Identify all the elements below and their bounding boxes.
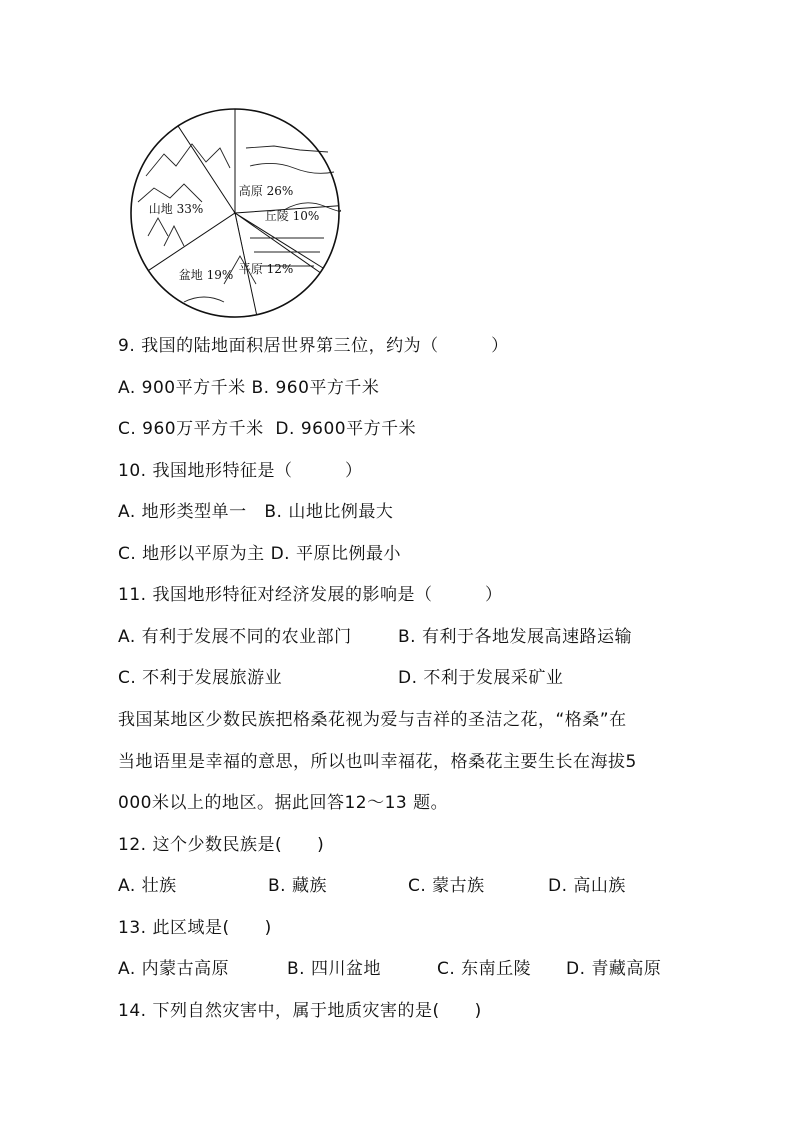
q11-option-b: B. 有利于各地发展高速路运输 <box>398 627 632 647</box>
q11-option-c: C. 不利于发展旅游业 <box>118 668 283 688</box>
q13-stem: 13. 此区域是( ) <box>118 918 272 938</box>
q12-option-b: B. 藏族 <box>268 876 327 896</box>
pie-label-1: 山地 33% <box>148 202 204 216</box>
pie-label-2: 高原 26% <box>238 184 294 198</box>
q10-stem: 10. 我国地形特征是（ ） <box>118 461 363 481</box>
passage-line-3: 000米以上的地区。据此回答12～13 题。 <box>118 793 449 813</box>
q13-option-d: D. 青藏高原 <box>566 959 662 979</box>
q13-option-c: C. 东南丘陵 <box>437 959 532 979</box>
pie-label-4: 平原 12% <box>238 262 294 276</box>
pie-label-3: 丘陵 10% <box>264 209 320 223</box>
q9-stem: 9. 我国的陆地面积居世界第三位，约为（ ） <box>118 336 509 356</box>
passage-line-1: 我国某地区少数民族把格桑花视为爱与吉祥的圣洁之花，“格桑”在 <box>118 710 627 730</box>
q14-stem: 14. 下列自然灾害中，属于地质灾害的是( ) <box>118 1001 482 1021</box>
q12-option-a: A. 壮族 <box>118 876 177 896</box>
q9-options-cd: C. 960万平方千米 D. 9600平方千米 <box>118 419 417 439</box>
pie-label-5: 盆地 19% <box>178 268 234 282</box>
q13-option-a: A. 内蒙古高原 <box>118 959 230 979</box>
q11-stem: 11. 我国地形特征对经济发展的影响是（ ） <box>118 585 503 605</box>
q12-stem: 12. 这个少数民族是( ) <box>118 835 325 855</box>
q11-option-a: A. 有利于发展不同的农业部门 <box>118 627 352 647</box>
q10-options-ab: A. 地形类型单一 B. 山地比例最大 <box>118 502 394 522</box>
q11-option-d: D. 不利于发展采矿业 <box>398 668 564 688</box>
q13-option-b: B. 四川盆地 <box>287 959 381 979</box>
q10-options-cd: C. 地形以平原为主 D. 平原比例最小 <box>118 544 401 564</box>
terrain-pie-figure <box>124 106 346 320</box>
pie-slice-2 <box>235 109 339 220</box>
q12-option-d: D. 高山族 <box>548 876 626 896</box>
q12-option-c: C. 蒙古族 <box>408 876 485 896</box>
terrain-pie-chart <box>124 106 346 320</box>
q9-options-ab: A. 900平方千米 B. 960平方千米 <box>118 378 380 398</box>
passage-line-2: 当地语里是幸福的意思，所以也叫幸福花，格桑花主要生长在海拔5 <box>118 752 637 772</box>
